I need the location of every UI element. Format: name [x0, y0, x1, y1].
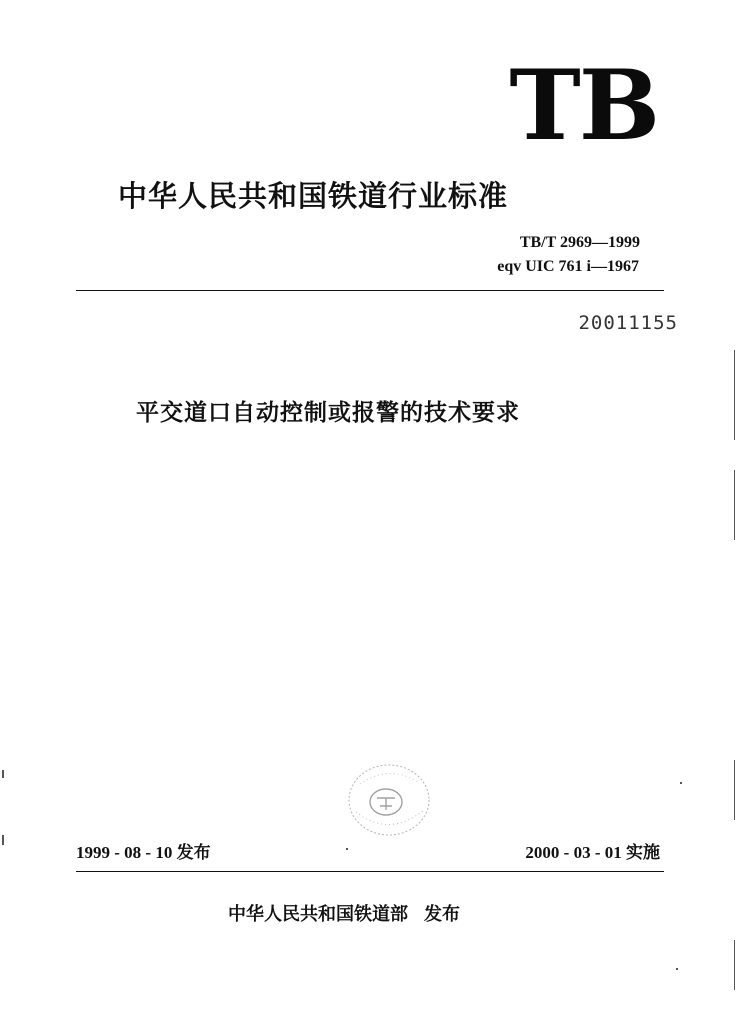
scan-dust	[676, 968, 678, 970]
scan-edge-mark	[734, 350, 735, 440]
scan-edge-mark	[734, 760, 735, 820]
scan-edge-mark	[734, 940, 735, 990]
scan-edge-mark	[734, 470, 735, 540]
bottom-divider	[76, 871, 664, 872]
publisher-name: 中华人民共和国铁道部	[228, 904, 408, 925]
tb-logo: TB	[509, 49, 658, 162]
publisher-line	[228, 900, 460, 926]
serial-number: 20011155	[578, 312, 678, 334]
scan-edge-mark	[2, 770, 4, 778]
scan-dust	[680, 782, 682, 784]
scan-dust	[346, 848, 348, 850]
equivalent-standard: eqv UIC 761 i—1967	[497, 258, 639, 275]
effective-date: 2000 - 03 - 01 实施	[525, 843, 660, 862]
document-title: 平交道口自动控制或报警的技术要求	[136, 400, 520, 426]
scan-edge-mark	[2, 835, 4, 845]
publisher-action: 发布	[424, 904, 460, 925]
standard-code: TB/T 2969—1999	[519, 234, 640, 251]
top-divider	[76, 290, 664, 291]
release-date: 1999 - 08 - 10 发布	[76, 843, 211, 862]
standard-category-title: 中华人民共和国铁道行业标准	[118, 179, 509, 213]
library-stamp-seal	[344, 760, 434, 840]
